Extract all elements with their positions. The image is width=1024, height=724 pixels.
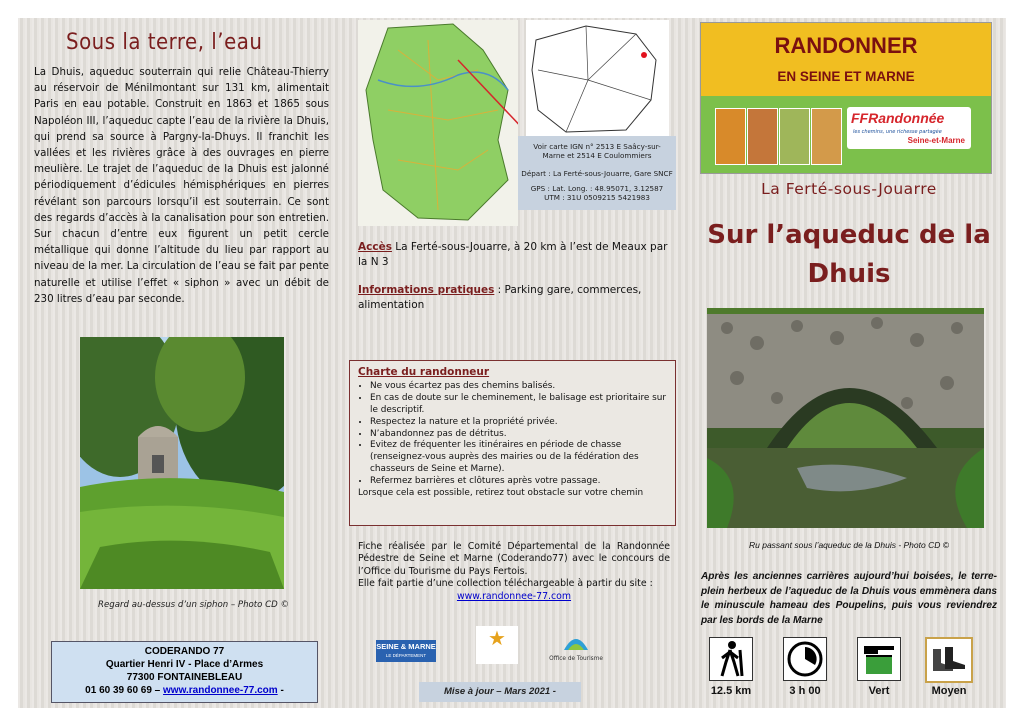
page-title: Sur l’aqueduc de la Dhuis (707, 220, 991, 289)
update-date: Mise à jour – Mars 2021 - (419, 682, 581, 702)
hiking-boots-icon (925, 637, 973, 683)
guide-book (715, 108, 746, 165)
guide-book (779, 108, 810, 165)
star-icon: ★ (488, 626, 506, 650)
hiker-icon (709, 637, 753, 681)
fiche-credits (358, 541, 670, 603)
france-locator-map (526, 20, 669, 138)
charte-item: • Evitez de fréquenter les itinéraires en période de chasse (renseignez-vous auprès des mairies ou de la fédération des chasseurs de Seine et Marne). (370, 440, 667, 476)
depart-info: Départ : La Ferté-sous-Jouarre, Gare SNCF (521, 169, 673, 178)
clock-icon (783, 637, 827, 681)
star-logo (476, 626, 518, 664)
contact-line (52, 684, 317, 697)
ffr-name: FFRandonnée (851, 110, 945, 126)
photo-caption-left: Regard au-dessus d’un siphon – Photo CD © (98, 600, 290, 610)
acces-info (358, 240, 676, 270)
siphon-photo (80, 337, 284, 589)
seine-marne-logo (376, 640, 436, 662)
banner-title: RANDONNER (774, 33, 918, 58)
infos-text: : Parking gare, commerces, alimentation (358, 284, 642, 311)
route-description: Après les anciennes carrières aujourd’hui boisées, le terre-plein herbeux de l’aqueduc de la Dhuis vous emmènera dans le minuscule hameau des Poupelins, puis vous reviendrez par les bords de la Marne (701, 571, 997, 626)
charte-list (358, 381, 667, 488)
banner-subtitle: EN SEINE ET MARNE (777, 69, 915, 84)
office-tourisme-label: Office de Tourisme (549, 656, 603, 662)
office-tourisme-logo (548, 632, 604, 668)
stat-distance: 12.5 km (710, 685, 752, 697)
contact-name: CODERANDO 77 (144, 646, 225, 657)
charte-item: • N’abandonnez pas de détritus. (370, 429, 667, 441)
department-map (358, 20, 518, 226)
charte-item: • Refermez barrières et clôtures après votre passage. (370, 476, 667, 488)
photo-caption-right: Ru passant sous l’aqueduc de la Dhuis - Photo CD © (749, 540, 949, 550)
contact-suffix: - (280, 685, 284, 696)
map-info-box (518, 136, 676, 210)
section-title: Sous la terre, l’eau (66, 30, 263, 55)
charte-item: • En cas de doute sur le cheminement, le balisage est prioritaire sur le descriptif. (370, 393, 667, 417)
charte-item: • Respectez la nature et la propriété privée. (370, 417, 667, 429)
charte-footer: Lorsque cela est possible, retirez tout obstacle sur votre chemin (358, 488, 644, 499)
ffr-slogan: les chemins, une richesse partagée (853, 129, 942, 135)
ffrandonnee-logo (847, 107, 971, 149)
logo-seine-name: SEINE & MARNE (376, 642, 436, 651)
guide-book (747, 108, 778, 165)
gps-info: GPS : Lat. Long. : 48.95071, 3.12587 (530, 184, 664, 193)
town-name: La Ferté-sous-Jouarre (761, 180, 937, 198)
contact-phone: 01 60 39 60 69 – (85, 685, 161, 696)
contact-website-link[interactable]: www.randonnee-77.com (163, 685, 278, 696)
acces-label: Accès (358, 241, 392, 253)
fiche-website-link[interactable]: www.randonnee-77.com (456, 590, 572, 602)
logo-seine-sub: LE DÉPARTEMENT (385, 653, 427, 658)
stat-duration: 3 h 00 (789, 685, 821, 697)
contact-city: 77300 FONTAINEBLEAU (126, 672, 243, 683)
infos-pratiques (358, 283, 658, 313)
infos-label: Informations pratiques (358, 284, 495, 296)
utm-info: UTM : 31U 0509215 5421983 (544, 193, 650, 202)
charte-item: • Ne vous écartez pas des chemins balisés. (370, 381, 667, 393)
stat-color: Vert (868, 685, 890, 697)
contact-address: Quartier Henri IV - Place d’Armes (105, 659, 264, 670)
charte-box (349, 360, 676, 526)
paint-marker-icon (857, 637, 901, 681)
ign-note: Voir carte IGN n° 2513 E Saâcy-sur-Marne et 2514 E Coulommiers (533, 142, 661, 160)
body-text: La Dhuis, aqueduc souterrain qui relie Château-Thierry au réservoir de Ménilmontant sur 131 km, alimentait Paris en eau potable. Construit en 1863 et 1865 sous Napoléon III, l’aqueduc capte l’eau de la rivière la Dhuis, qui prend sa source à Pargny-la-Dhuys. Il franchit les vallées et les rivières grâce à des ouvrages en pierre meulière. Le trajet de l’aqueduc de la Dhuis est jalonné périodiquement d’édicules hémisphériques en pierres révélant son parcours lorsqu’il est souterrain. Ce sont des regards d’accès à la canalisation pour son entretien. Sur chacun d’entre eux figurent un petit cercle métallique qui donne l’altitude du lieu par rapport au niveau de la mer. La circulation de l’eau se fait par pente naturelle et utilise l’effet « siphon » avec un débit de 230 litres d’eau par seconde. (34, 66, 329, 305)
charte-title: Charte du randonneur (358, 366, 490, 378)
office-tourisme-icon (562, 632, 590, 652)
fiche-text: Fiche réalisée par le Comité Départemental de la Randonnée Pédestre de Seine et Marne (Coderando77) avec le concours de l’Office du Tourisme du Pays Fertois. (358, 541, 670, 577)
stat-difficulty: Moyen (931, 685, 967, 697)
header-banner (700, 22, 992, 174)
aqueduct-bridge-photo (707, 308, 984, 528)
ffr-dept: Seine-et-Marne (907, 136, 965, 145)
guide-book (811, 108, 842, 165)
fiche-text2: Elle fait partie d’une collection téléchargeable à partir du site : (358, 578, 653, 590)
acces-text: La Ferté-sous-Jouarre, à 20 km à l’est de Meaux par la N 3 (358, 241, 668, 268)
contact-box (51, 641, 318, 703)
